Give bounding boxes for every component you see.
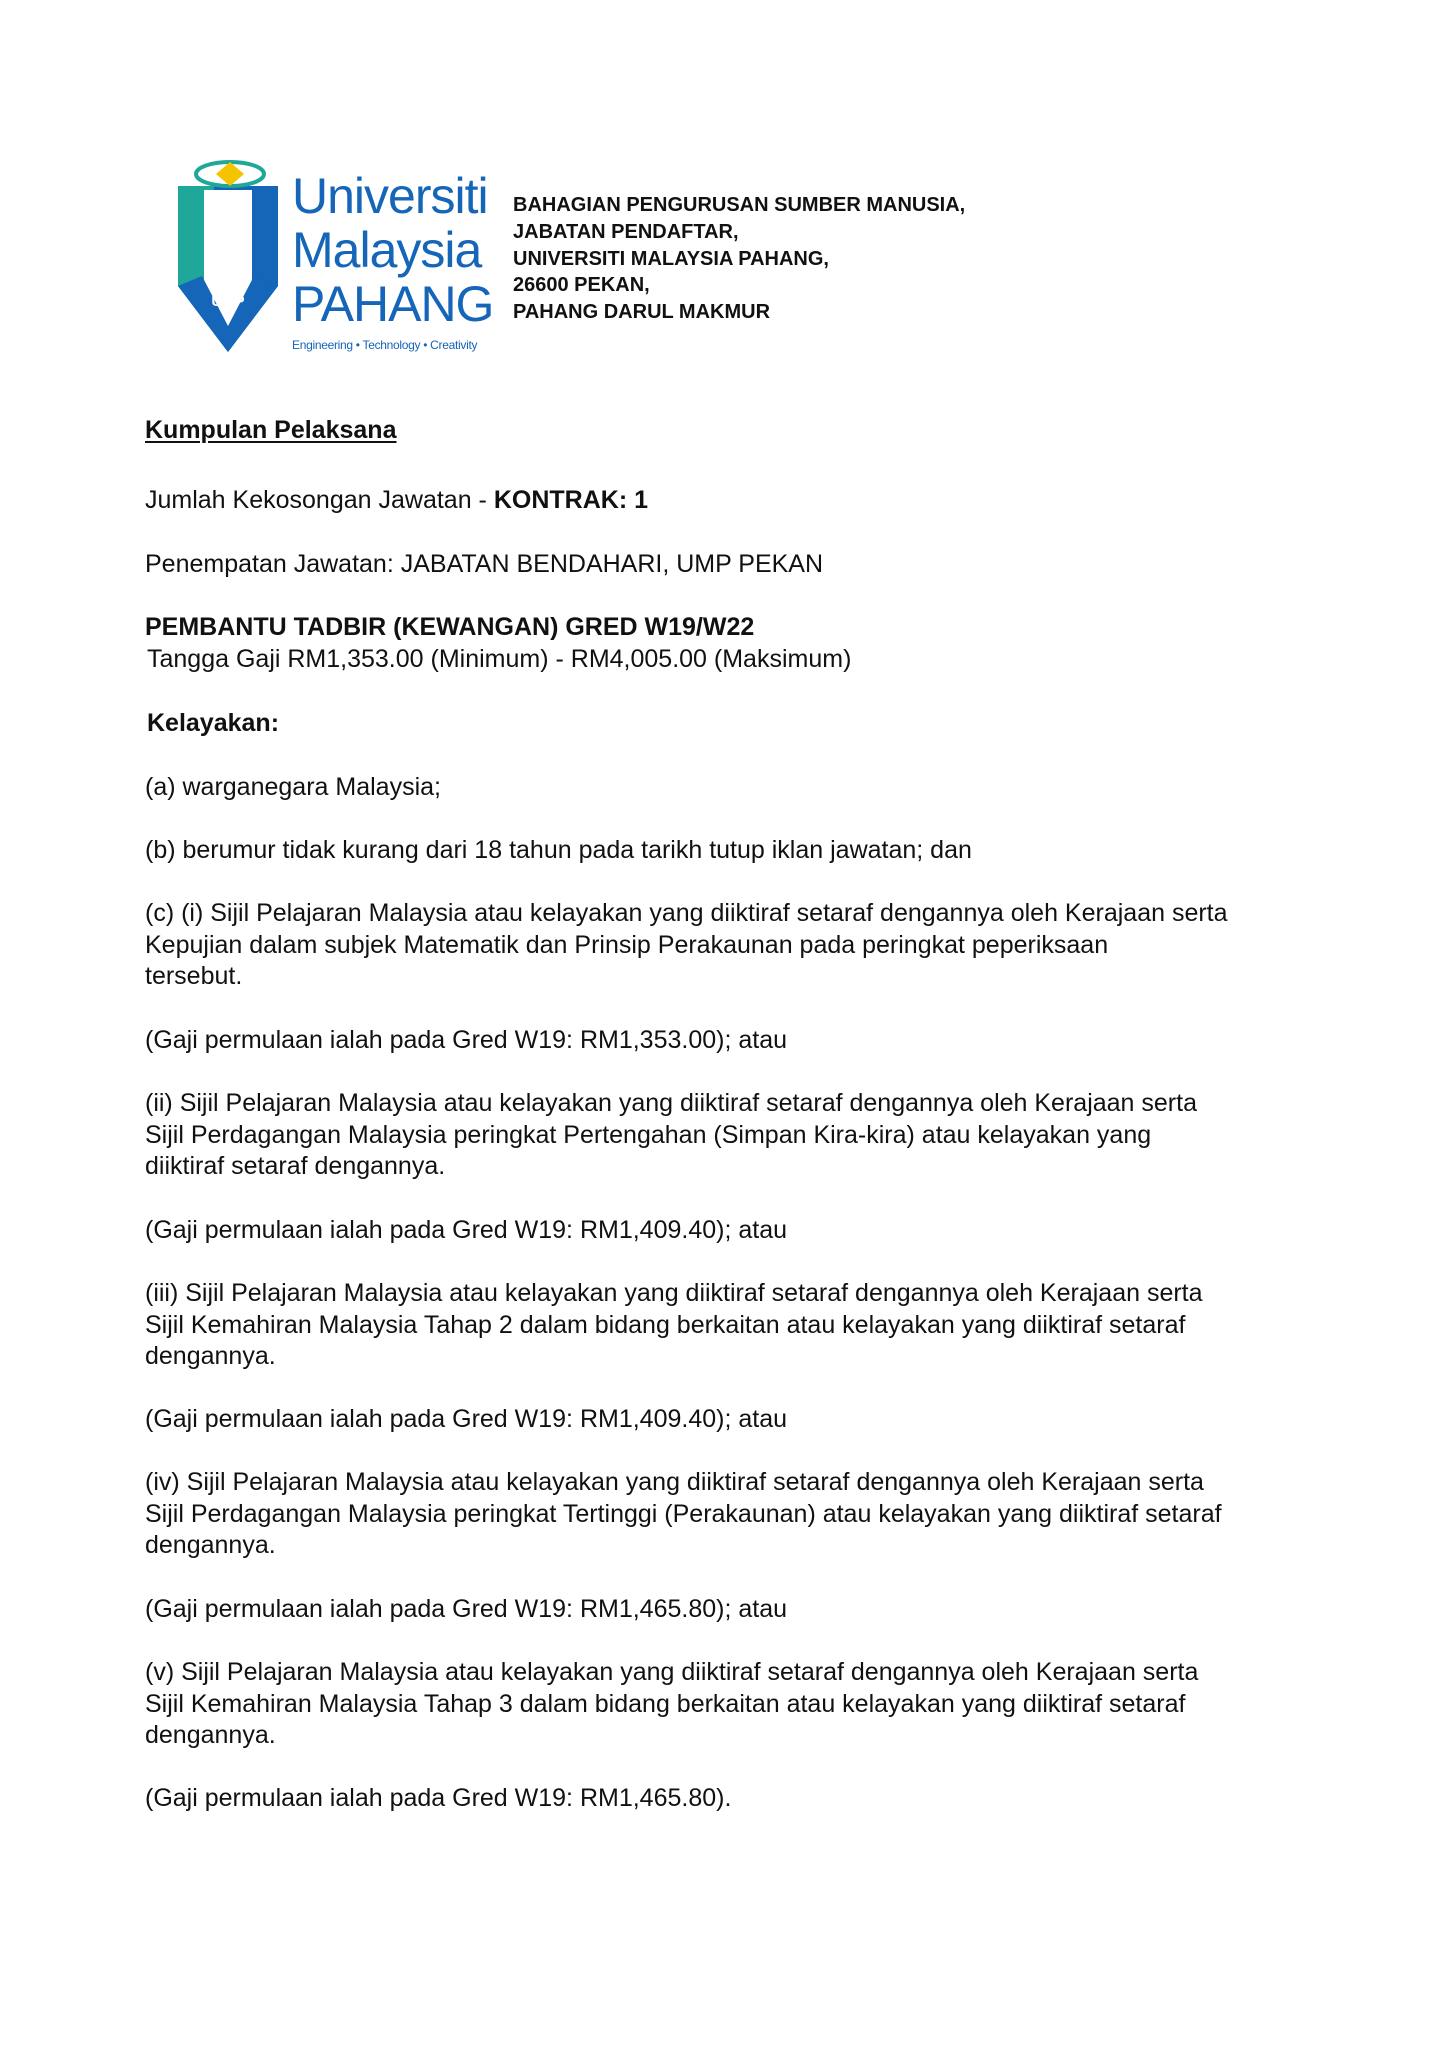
address-line: BAHAGIAN PENGURUSAN SUMBER MANUSIA, xyxy=(513,194,966,216)
qualification-paragraph xyxy=(145,1657,1198,1752)
address-line: PAHANG DARUL MAKMUR xyxy=(513,301,771,324)
address-line: 26600 PEKAN, xyxy=(513,274,650,297)
logo-tagline: Engineering • Technology • Creativity xyxy=(292,338,478,352)
address-line: JABATAN PENDAFTAR, xyxy=(513,220,739,243)
paragraph-line: dengannya. xyxy=(145,1342,276,1371)
qualification-paragraph xyxy=(145,1278,1203,1373)
paragraph-line: (Gaji permulaan ialah pada Gred W19: RM1,353.00); atau xyxy=(145,1026,788,1054)
paragraph-line: (Gaji permulaan ialah pada Gred W19: RM1,409.40); atau xyxy=(145,1216,788,1244)
paragraph-line: (Gaji permulaan ialah pada Gred W19: RM1,465.80). xyxy=(145,1784,732,1812)
paragraph-line: tersebut. xyxy=(145,962,243,991)
svg-text:UMP: UMP xyxy=(211,293,245,310)
logo-line-3: PAHANG xyxy=(292,276,494,332)
address-line: UNIVERSITI MALAYSIA PAHANG, xyxy=(513,247,829,270)
qualification-paragraph xyxy=(145,1215,787,1247)
qualification-paragraph xyxy=(145,1467,1222,1562)
paragraph-line: (iii) Sijil Pelajaran Malaysia atau kelayakan yang diiktiraf setaraf dengannya oleh Kerajaan serta xyxy=(145,1279,1203,1307)
qualification-paragraph xyxy=(145,772,441,804)
paragraph-line: Kepujian dalam subjek Matematik dan Prinsip Perakaunan pada peringkat peperiksaan xyxy=(145,930,1109,959)
position-title: PEMBANTU TADBIR (KEWANGAN) GRED W19/W22 xyxy=(145,613,755,641)
placement: Penempatan Jawatan: JABATAN BENDAHARI, UMP PEKAN xyxy=(145,550,824,578)
salary-range: Tangga Gaji RM1,353.00 (Minimum) - RM4,005.00 (Maksimum) xyxy=(147,645,852,673)
qualification-paragraph xyxy=(145,835,972,867)
qualification-paragraph xyxy=(145,898,1228,993)
paragraph-line: diiktiraf setaraf dengannya. xyxy=(145,1152,446,1181)
group-title: Kumpulan Pelaksana xyxy=(145,416,397,444)
vacancy-count xyxy=(145,485,648,517)
paragraph-line: (iv) Sijil Pelajaran Malaysia atau kelayakan yang diiktiraf setaraf dengannya oleh Kerajaan serta xyxy=(145,1468,1204,1496)
paragraph-line: (v) Sijil Pelajaran Malaysia atau kelayakan yang diiktiraf setaraf dengannya oleh Kerajaan serta xyxy=(145,1658,1199,1686)
paragraph-line: Sijil Kemahiran Malaysia Tahap 3 dalam bidang berkaitan atau kelayakan yang diiktiraf setaraf xyxy=(145,1689,1186,1718)
qualification-paragraph xyxy=(145,1783,731,1815)
paragraph-line: (a) warganegara Malaysia; xyxy=(145,773,441,801)
paragraph-line: Sijil Kemahiran Malaysia Tahap 2 dalam bidang berkaitan atau kelayakan yang diiktiraf setaraf xyxy=(145,1310,1186,1339)
vacancy-value: KONTRAK: 1 xyxy=(493,486,648,514)
paragraph-line: (b) berumur tidak kurang dari 18 tahun pada tarikh tutup iklan jawatan; dan xyxy=(145,836,972,864)
address-block xyxy=(513,192,965,326)
logo-line-1: Universiti xyxy=(292,168,488,224)
qualification-paragraph xyxy=(145,1025,787,1057)
ump-shield-icon xyxy=(174,156,282,356)
logo-line-2: Malaysia xyxy=(292,222,482,278)
qualifications-heading: Kelayakan: xyxy=(147,709,280,737)
paragraph-line: Sijil Perdagangan Malaysia peringkat Pertengahan (Simpan Kira-kira) atau kelayakan yang xyxy=(145,1120,1152,1149)
paragraph-line: (Gaji permulaan ialah pada Gred W19: RM1,409.40); atau xyxy=(145,1405,788,1433)
paragraph-line: dengannya. xyxy=(145,1721,276,1750)
paragraph-line: (c) (i) Sijil Pelajaran Malaysia atau kelayakan yang diiktiraf setaraf dengannya oleh Kerajaan serta xyxy=(145,899,1228,927)
qualification-paragraph xyxy=(145,1594,787,1626)
paragraph-line: (ii) Sijil Pelajaran Malaysia atau kelayakan yang diiktiraf setaraf dengannya oleh Kerajaan serta xyxy=(145,1089,1197,1117)
paragraph-line: (Gaji permulaan ialah pada Gred W19: RM1,465.80); atau xyxy=(145,1595,788,1623)
qualification-paragraph xyxy=(145,1404,787,1436)
vacancy-label: Jumlah Kekosongan Jawatan - xyxy=(145,486,494,514)
paragraph-line: Sijil Perdagangan Malaysia peringkat Tertinggi (Perakaunan) atau kelayakan yang diiktiraf setaraf xyxy=(145,1499,1222,1528)
qualification-paragraph xyxy=(145,1088,1197,1183)
paragraph-line: dengannya. xyxy=(145,1531,276,1560)
